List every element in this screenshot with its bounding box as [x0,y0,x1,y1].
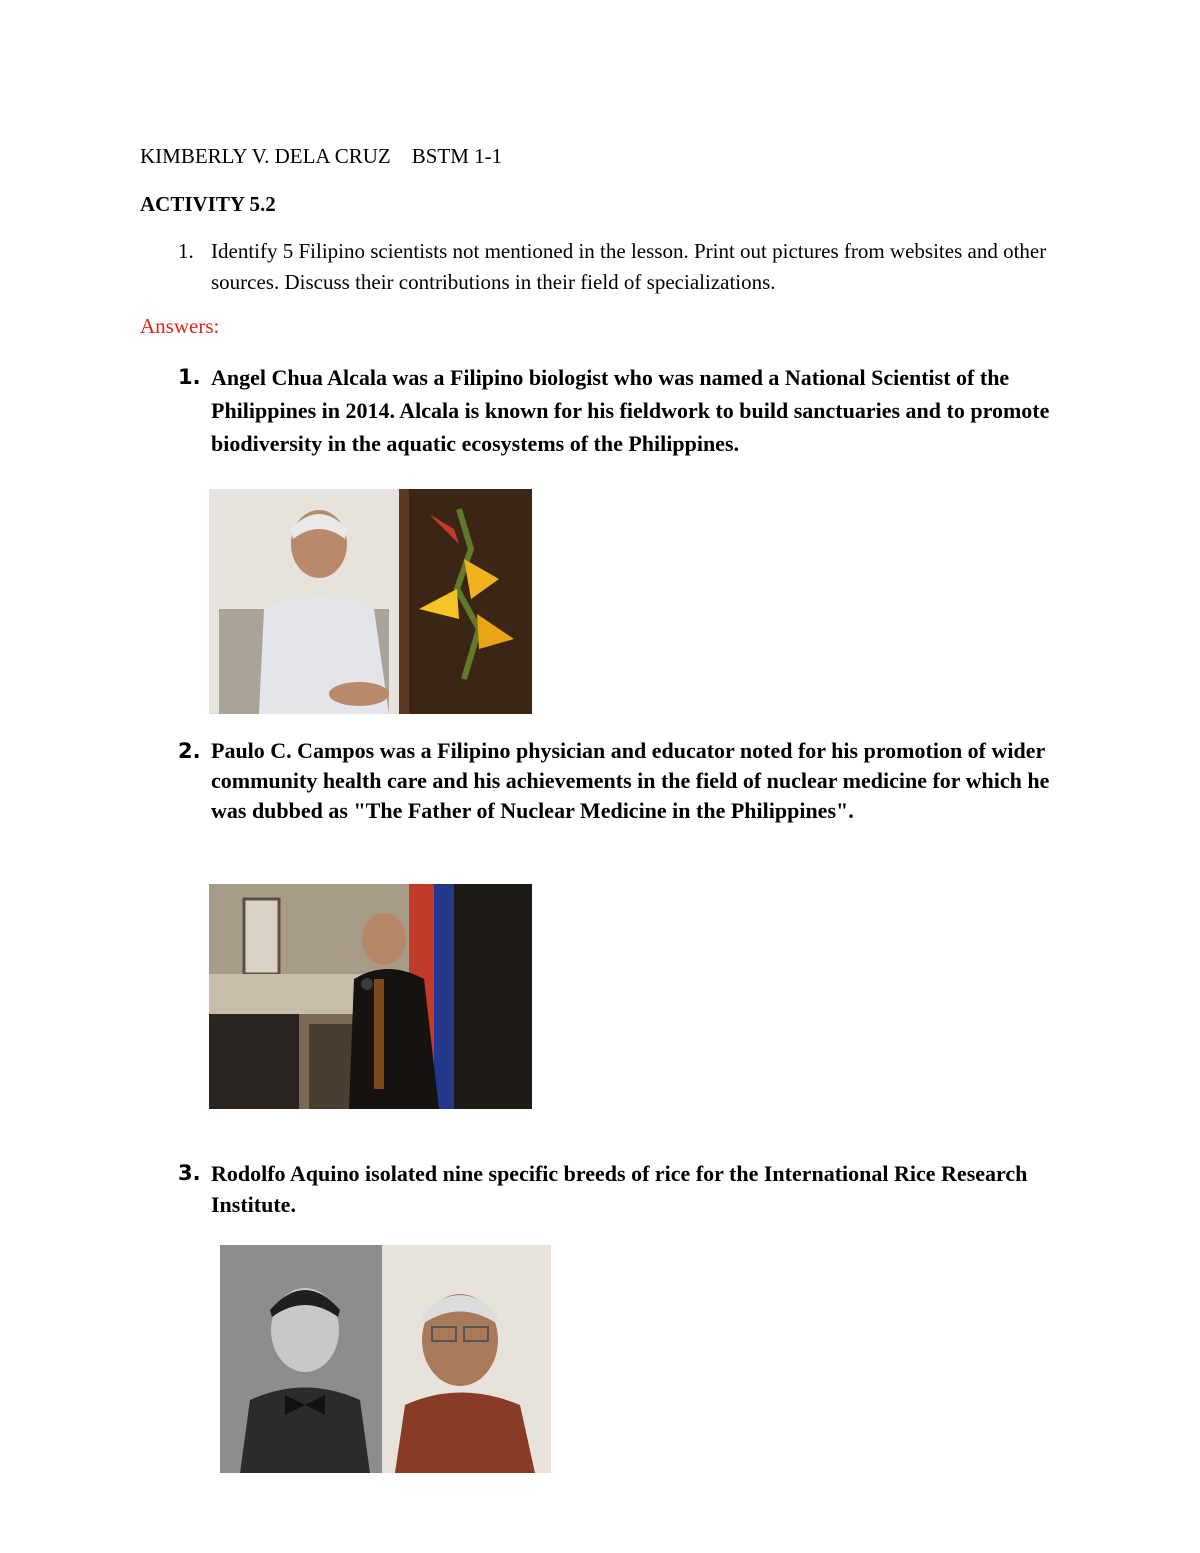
student-header [140,144,502,169]
answer-text: Rodolfo Aquino isolated nine specific breeds of rice for the International Rice Research Institute. [211,1161,1028,1217]
student-name: KIMBERLY V. DELA CRUZ [140,144,391,168]
photo-angel-alcala [209,489,532,714]
answer-text: Angel Chua Alcala was a Filipino biologist who was named a National Scientist of the Philippines in 2014. Alcala is known for his fieldwork to build sanctuaries and to promote biodiversity in the aquatic ecosystems of the Philippines. [211,365,1050,456]
answer-number: 1. [178,365,201,389]
instruction-text: Identify 5 Filipino scientists not mentioned in the lesson. Print out pictures from websites and other sources. Discuss their contributions in their field of specializations. [211,239,1047,294]
answer-text: Paulo C. Campos was a Filipino physician and educator noted for his promotion of wider community health care and his achievements in the field of nuclear medicine for which he was dubbed as "The Father of Nuclear Medicine in the Philippines". [211,738,1050,823]
answer-number: 2. [178,739,201,763]
student-section: BSTM 1-1 [411,144,503,168]
answer-item-2 [178,736,1078,826]
instruction-number: 1. [178,239,194,263]
activity-title: ACTIVITY 5.2 [140,192,276,216]
answers-label: Answers: [140,314,220,338]
photo-rodolfo-aquino [220,1245,551,1473]
answer-number: 3. [178,1161,201,1185]
answer-item-1 [178,361,1078,460]
photo-paulo-campos [209,884,532,1109]
instruction-item [178,236,1078,298]
answer-item-3 [178,1158,1078,1220]
